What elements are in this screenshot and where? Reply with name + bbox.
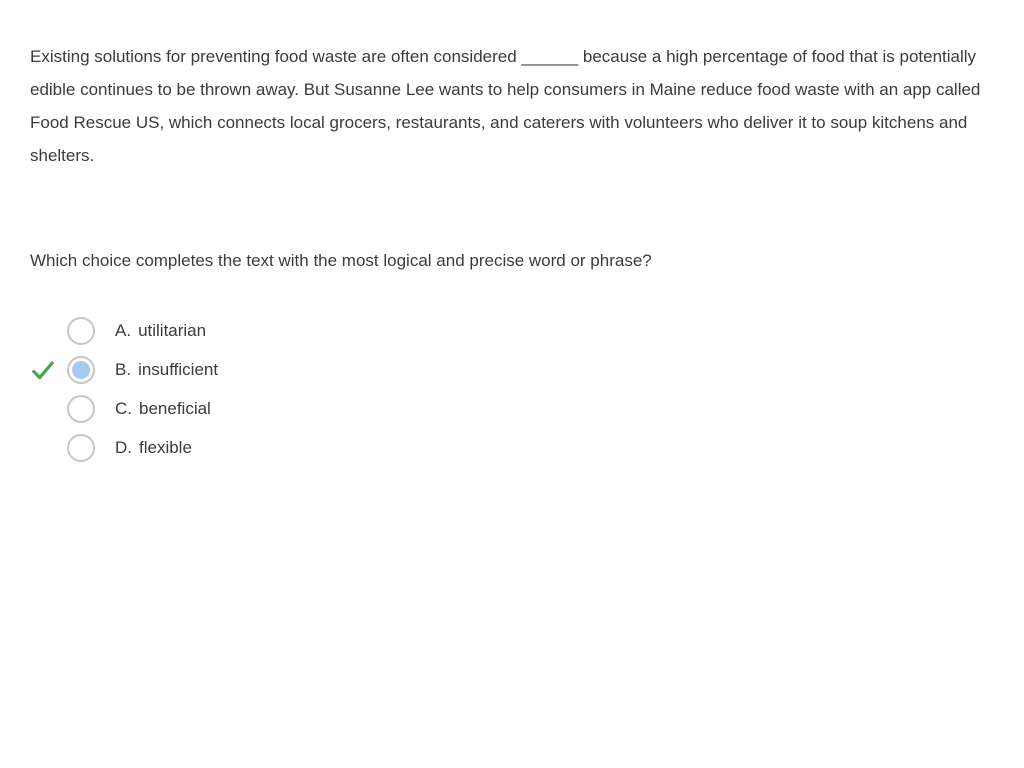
- check-slot: [30, 357, 56, 383]
- option-row-a[interactable]: [30, 311, 994, 350]
- option-letter: A.: [115, 320, 132, 340]
- radio-button[interactable]: [67, 395, 95, 423]
- option-letter: D.: [115, 437, 132, 457]
- radio-button[interactable]: [67, 356, 95, 384]
- passage-text: [30, 40, 994, 172]
- checkmark-icon: [30, 357, 56, 383]
- option-text: utilitarian: [138, 320, 207, 340]
- option-row-b[interactable]: [30, 350, 994, 389]
- check-slot: [30, 435, 56, 461]
- option-letter: B.: [115, 359, 132, 379]
- option-label: [115, 321, 206, 341]
- radio-button[interactable]: [67, 317, 95, 345]
- option-text: insufficient: [138, 359, 219, 379]
- option-row-c[interactable]: [30, 389, 994, 428]
- radio-button[interactable]: [67, 434, 95, 462]
- option-text: flexible: [139, 437, 192, 457]
- option-label: [115, 399, 211, 419]
- option-label: [115, 438, 192, 458]
- passage-after-blank: because a high percentage of food that is potentially edible continues to be thrown away. But Susanne Lee wants to help consumers in Maine reduce food waste with an app called Food Rescue US, which connects local grocers, restaurants, and caterers with volunteers who deliver it to soup kitchens and shelters.: [30, 47, 981, 165]
- option-letter: C.: [115, 398, 132, 418]
- question-prompt: Which choice completes the text with the most logical and precise word or phrase?: [30, 251, 652, 270]
- passage-before-blank: Existing solutions for preventing food waste are often considered: [30, 47, 517, 66]
- option-text: beneficial: [139, 398, 211, 418]
- blank-line: ______: [521, 47, 579, 66]
- option-label: [115, 360, 218, 380]
- option-row-d[interactable]: [30, 428, 994, 467]
- check-slot: [30, 318, 56, 344]
- answer-options: [30, 311, 994, 467]
- check-slot: [30, 396, 56, 422]
